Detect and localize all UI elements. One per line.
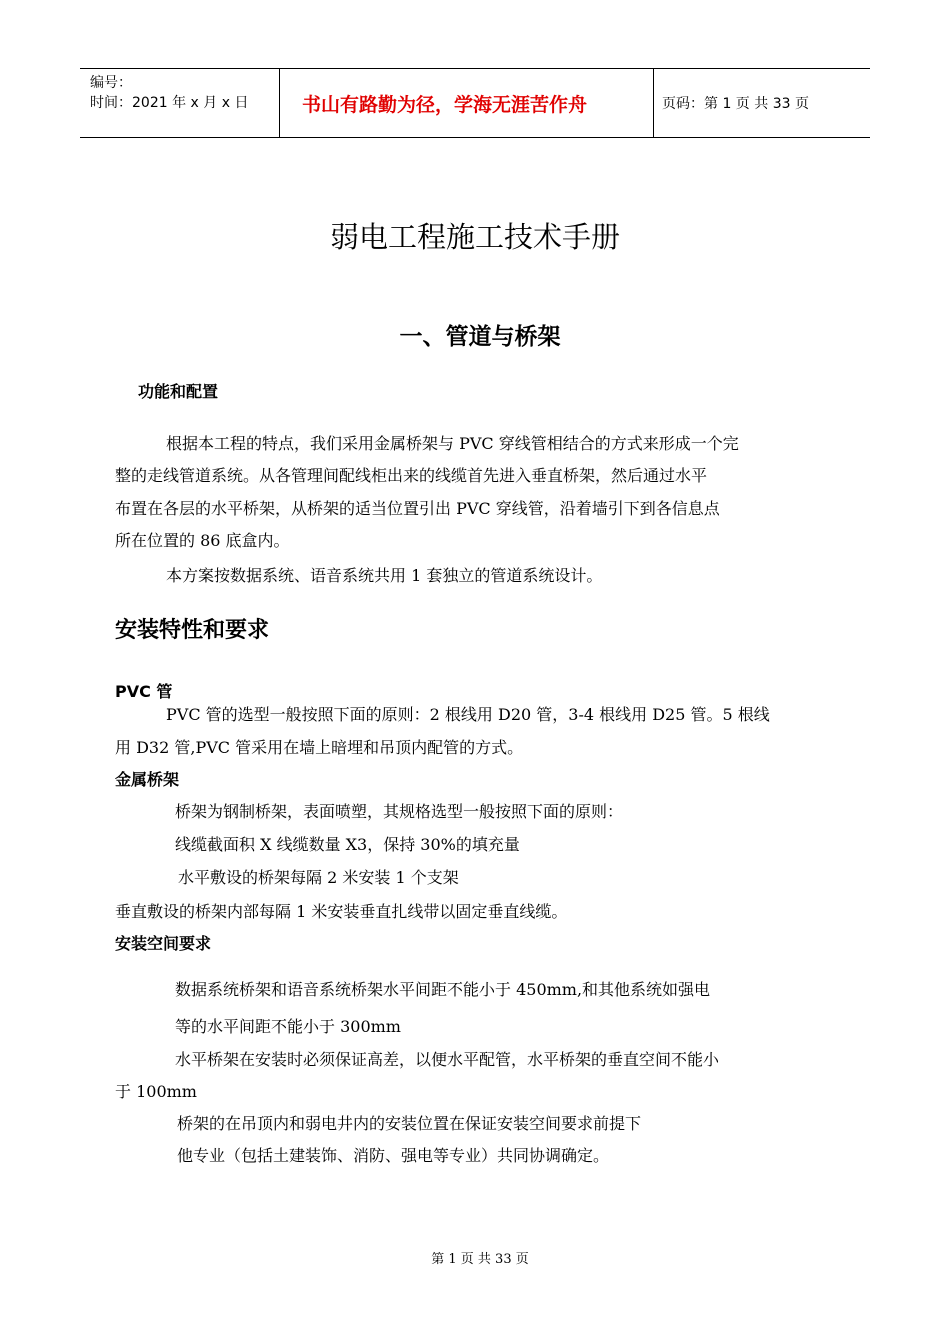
paragraph-line: 水平桥架在安装时必须保证高差，以便水平配管，水平桥架的垂直空间不能小 bbox=[175, 1050, 720, 1069]
serial-label: 编号： bbox=[90, 75, 132, 91]
paragraph-line: 根据本工程的特点，我们采用金属桥架与 PVC 穿线管相结合的方式来形成一个完 bbox=[166, 434, 739, 453]
heading-install-requirements: 安装特性和要求 bbox=[115, 618, 270, 643]
paragraph-line: 用 D32 管,PVC 管采用在墙上暗埋和吊顶内配管的方式。 bbox=[115, 738, 524, 757]
header-motto: 书山有路勤为径，学海无涯苦作舟 bbox=[280, 69, 654, 137]
document-title: 弱电工程施工技术手册 bbox=[329, 220, 620, 254]
paragraph-line: 他专业（包括土建装饰、消防、强电等专业）共同协调确定。 bbox=[177, 1146, 610, 1165]
heading-pvc: PVC 管 bbox=[115, 682, 173, 701]
footer-page-number: 第 1 页 共 33 页 bbox=[431, 1252, 529, 1267]
time-label: 时间：2021 年 x 月 x 日 bbox=[90, 95, 249, 111]
paragraph-line: 布置在各层的水平桥架，从桥架的适当位置引出 PVC 穿线管，沿着墙引下到各信息点 bbox=[115, 499, 720, 518]
subheading-function: 功能和配置 bbox=[138, 382, 219, 401]
paragraph-line: 桥架为钢制桥架，表面喷塑，其规格选型一般按照下面的原则： bbox=[175, 802, 624, 821]
paragraph-line: 等的水平间距不能小于 300mm bbox=[175, 1017, 401, 1036]
header-meta-cell bbox=[80, 69, 280, 137]
header-table bbox=[80, 68, 870, 138]
paragraph-line: 线缆截面积 X 线缆数量 X3，保持 30%的填充量 bbox=[175, 835, 520, 854]
heading-metal-tray: 金属桥架 bbox=[115, 770, 180, 789]
header-page-info: 页码：第 1 页 共 33 页 bbox=[662, 96, 809, 112]
paragraph-line: PVC 管的选型一般按照下面的原则：2 根线用 D20 管，3-4 根线用 D25 管。5 根线 bbox=[166, 705, 770, 724]
paragraph-line: 桥架的在吊顶内和弱电井内的安装位置在保证安装空间要求前提下 bbox=[177, 1114, 642, 1133]
paragraph-line: 所在位置的 86 底盒内。 bbox=[115, 531, 290, 550]
paragraph-line: 垂直敷设的桥架内部每隔 1 米安装垂直扎线带以固定垂直线缆。 bbox=[115, 902, 568, 921]
heading-install-space: 安装空间要求 bbox=[115, 934, 212, 953]
paragraph-line: 水平敷设的桥架每隔 2 米安装 1 个支架 bbox=[178, 868, 459, 887]
paragraph-line: 数据系统桥架和语音系统桥架水平间距不能小于 450mm,和其他系统如强电 bbox=[175, 980, 711, 999]
paragraph-line: 本方案按数据系统、语音系统共用 1 套独立的管道系统设计。 bbox=[166, 566, 603, 585]
section-heading-pipes-trays: 一、管道与桥架 bbox=[399, 324, 561, 350]
paragraph-line: 于 100mm bbox=[115, 1082, 197, 1101]
paragraph-line: 整的走线管道系统。从各管理间配线柜出来的线缆首先进入垂直桥架，然后通过水平 bbox=[115, 466, 708, 485]
